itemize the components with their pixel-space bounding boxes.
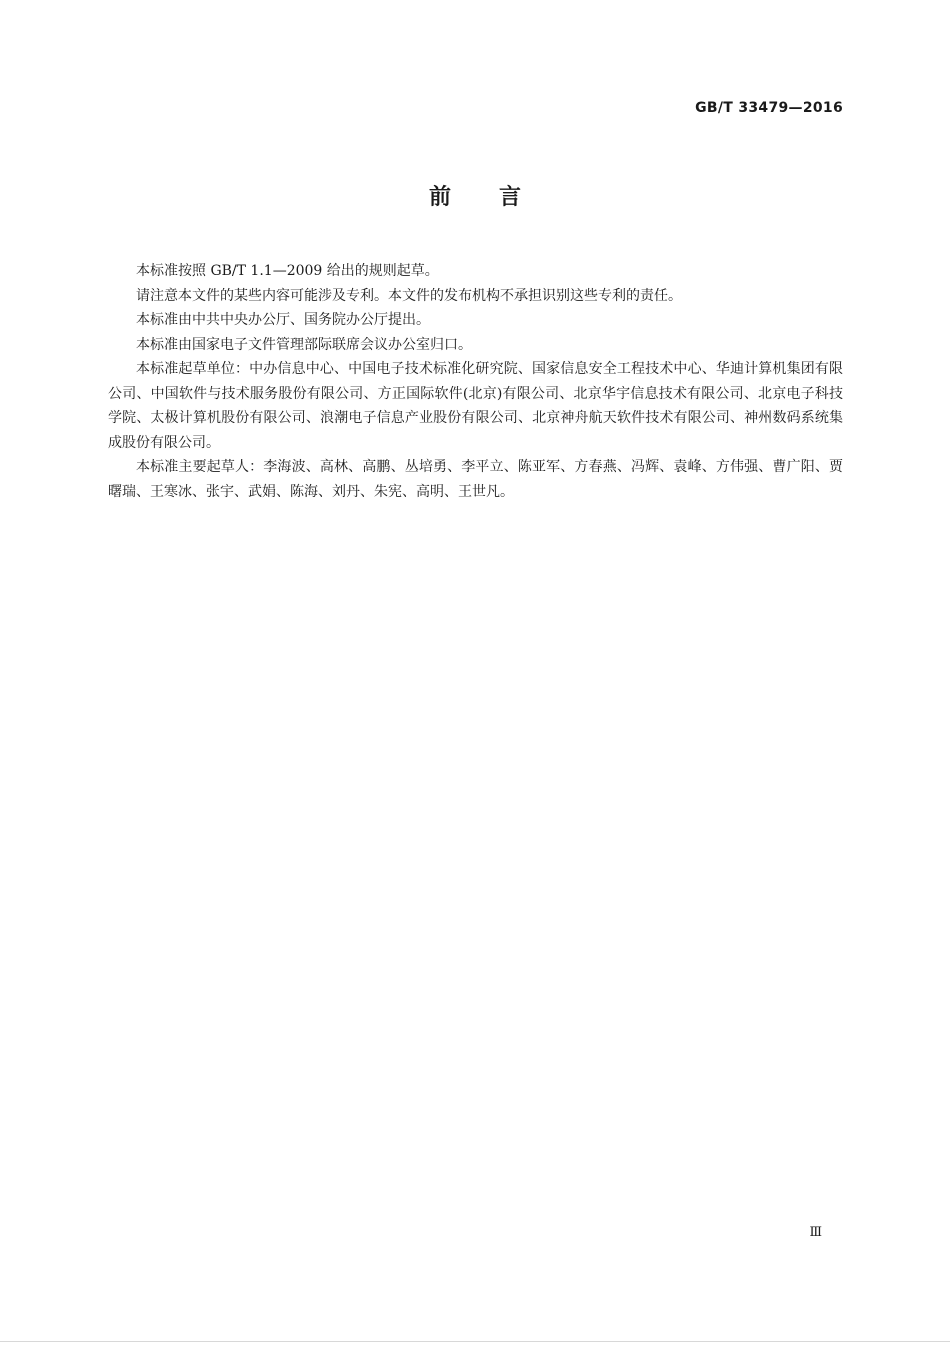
page-title: 前言 [428,185,569,210]
paragraph-drafting-rules: 本标准按照 GB/T 1.1—2009 给出的规则起草。 [136,263,439,279]
paragraph-administrator: 本标准由国家电子文件管理部际联席会议办公室归口。 [136,336,472,353]
paragraph-drafting-units: 本标准起草单位：中办信息中心、中国电子技术标准化研究院、国家信息安全工程技术中心、华迪计算机集团有限公司、中国软件与技术服务股份有限公司、方正国际软件(北京)有限公司、北京华宇信息技术有限公司、北京电子科技学院、太极计算机股份有限公司、浪潮电子信息产业股份有限公司、北京神舟航天软件技术有限公司、神州数码系统集成股份有限公司。 [108,361,843,451]
preface-body [108,259,843,504]
standard-code: GB/T 33479—2016 [695,100,843,116]
page-bottom-divider [0,1341,950,1342]
paragraph-patent-notice: 请注意本文件的某些内容可能涉及专利。本文件的发布机构不承担识别这些专利的责任。 [136,287,682,304]
paragraph-proposer: 本标准由中共中央办公厅、国务院办公厅提出。 [136,312,430,328]
page-number: Ⅲ [809,1225,822,1240]
paragraph-drafters: 本标准主要起草人：李海波、高林、高鹏、丛培勇、李平立、陈亚军、方春燕、冯辉、袁峰、方伟强、曹广阳、贾曙瑞、王寒冰、张宇、武娟、陈海、刘丹、朱宪、高明、王世凡。 [108,459,843,500]
